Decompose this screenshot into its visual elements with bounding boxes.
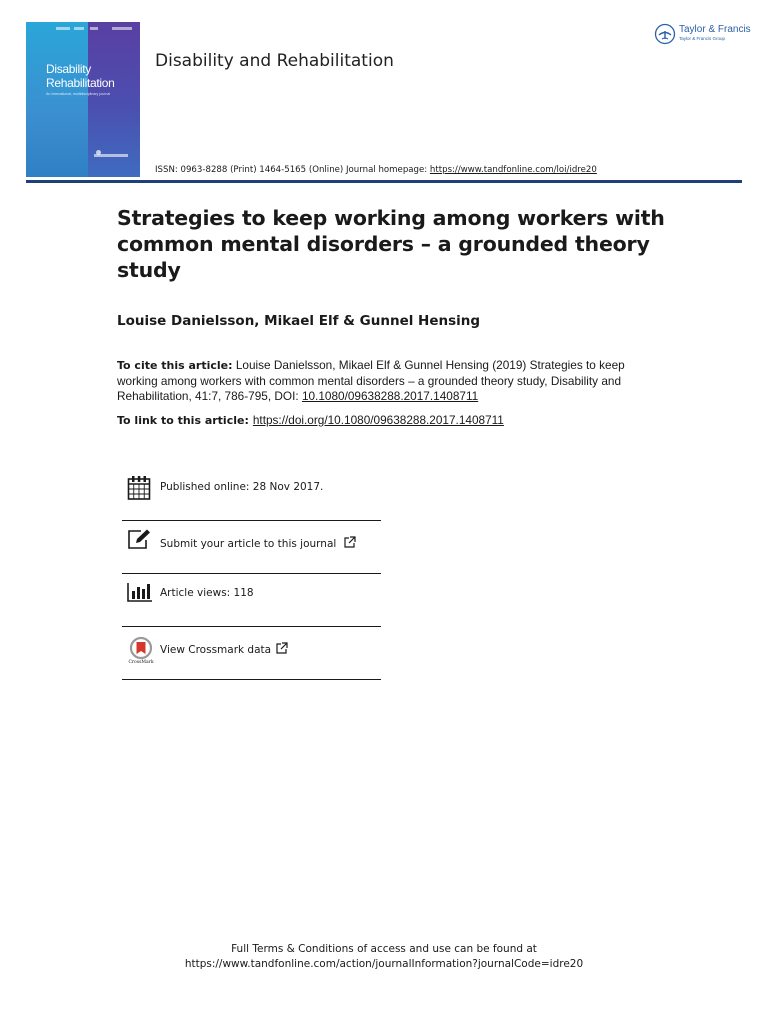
info-divider [122,626,381,627]
info-divider [122,573,381,574]
terms-footer [0,942,768,972]
cover-subtitle: An international, multidisciplinary journal [46,92,111,96]
article-link-label: To link to this article: [117,414,249,427]
issn-text: ISSN: 0963-8288 (Print) 1464-5165 (Online) Journal homepage: [155,165,430,175]
bar-chart-icon [127,582,153,602]
published-date: Published online: 28 Nov 2017. [160,481,324,493]
view-crossmark-link[interactable] [160,642,288,656]
journal-cover [26,22,140,177]
external-link-icon [344,536,356,548]
crossmark-icon [127,636,155,664]
crossmark-icon-label: CrossMark [128,660,154,664]
submit-article-label: Submit your article to this journal [160,538,337,550]
taylor-francis-logo-icon [654,23,676,45]
article-views: Article views: 118 [160,587,254,599]
citation-label: To cite this article: [117,359,233,372]
publisher-name: Taylor & Francis [679,24,751,35]
external-link-icon [276,642,288,654]
cover-title-line2: Rehabilitation [46,76,115,90]
cover-title-line1: Disability [46,62,92,76]
cover-left-panel [26,22,88,177]
info-divider [122,520,381,521]
cover-bar [90,27,98,30]
terms-line: Full Terms & Conditions of access and use can be found at [231,943,537,955]
header-divider [26,180,742,183]
info-divider [122,679,381,680]
published-row [122,470,381,522]
article-link-line [117,413,504,427]
cover-bar [112,27,132,30]
doi-link[interactable]: 10.1080/09638288.2017.1408711 [301,389,479,403]
issn-line [155,165,597,175]
submit-article-link[interactable] [160,536,356,550]
edit-icon [127,528,153,550]
article-doi-url[interactable]: https://doi.org/10.1080/09638288.2017.1408711 [252,413,504,427]
views-row [122,575,381,627]
journal-homepage-link[interactable]: https://www.tandfonline.com/loi/idre20 [429,165,597,175]
citation-block [117,358,657,405]
submit-row[interactable] [122,522,381,574]
citation-text: Louise Danielsson, Mikael Elf & Gunnel Hensing (2019) Strategies to keep working among workers with common mental disorders – a grounded theory study, Disability and Rehabilitation, 41:7, 786-795, DOI: [117,358,625,403]
cover-title [46,62,115,90]
calendar-icon [127,475,151,501]
publisher-group: Taylor & Francis Group [679,36,726,41]
crossmark-row[interactable] [122,628,381,680]
cover-bar [56,27,70,30]
article-authors: Louise Danielsson, Mikael Elf & Gunnel Hensing [117,313,481,329]
terms-url[interactable]: https://www.tandfonline.com/action/journalInformation?journalCode=idre20 [184,958,584,970]
cover-publisher-mark [94,154,128,157]
journal-title[interactable]: Disability and Rehabilitation [155,51,394,71]
cover-bar [74,27,84,30]
crossmark-label: View Crossmark data [160,644,272,656]
article-title: Strategies to keep working among workers with common mental disorders – a grounded theory study [117,206,665,282]
